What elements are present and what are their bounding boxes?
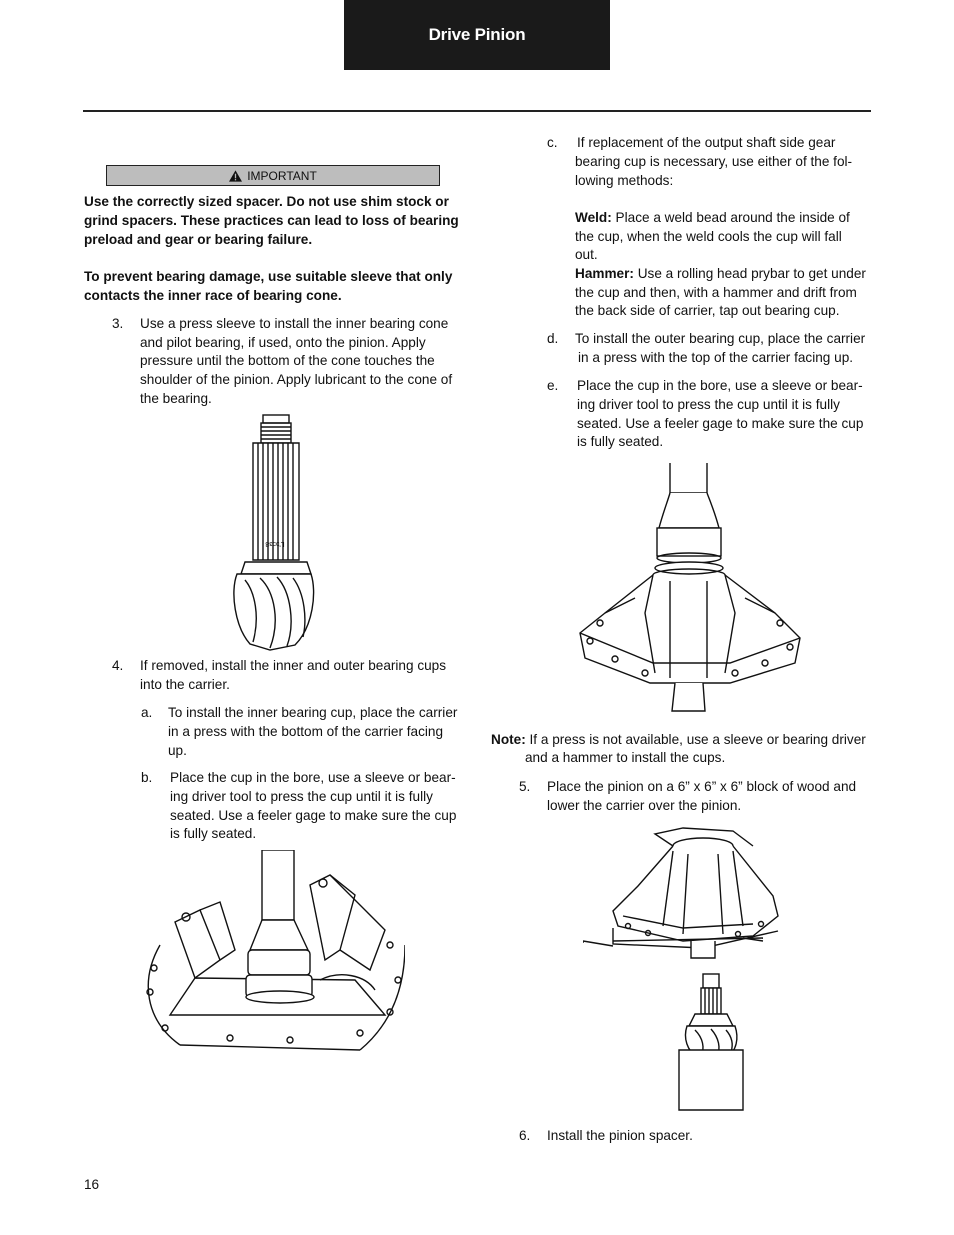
step-a-number: a. bbox=[141, 705, 153, 720]
step-c-text-1: If replacement of the output shaft side gear bbox=[577, 135, 836, 150]
step-d-text-2: in a press with the top of the carrier facing up. bbox=[578, 350, 854, 365]
carrier-over-pinion-illustration bbox=[583, 826, 783, 1114]
step-6-text-1: Install the pinion spacer. bbox=[547, 1128, 693, 1143]
important-text-3: preload and gear or bearing failure. bbox=[84, 232, 313, 247]
step-b-number: b. bbox=[141, 770, 153, 785]
weld-method-line-1 bbox=[575, 209, 850, 228]
step-5-text-1: Place the pinion on a 6” x 6” x 6” block of wood and bbox=[547, 779, 857, 794]
inner-cup-press-illustration bbox=[140, 850, 405, 1060]
important-text-2: grind spacers. These practices can lead to loss of bearing bbox=[84, 213, 459, 228]
note-line-1 bbox=[491, 731, 866, 750]
step-e-text-3: seated. Use a feeler gage to make sure the cup bbox=[577, 416, 864, 431]
outer-cup-press-illustration bbox=[575, 463, 807, 713]
step-d-text-1: To install the outer bearing cup, place the carrier bbox=[575, 331, 866, 346]
section-title: Drive Pinion bbox=[428, 25, 526, 44]
step-4-number: 4. bbox=[112, 658, 124, 673]
important-label: IMPORTANT bbox=[247, 168, 317, 183]
header-rule bbox=[83, 110, 871, 112]
weld-text-1: Place a weld bead around the inside of bbox=[615, 210, 850, 225]
step-3-number: 3. bbox=[112, 316, 124, 331]
pinion-marking: L'ɔɔɜ8 bbox=[265, 540, 285, 547]
step-5-text-2: lower the carrier over the pinion. bbox=[547, 798, 742, 813]
note-text-2: and a hammer to install the cups. bbox=[525, 750, 726, 765]
step-4-text-2: into the carrier. bbox=[140, 677, 230, 692]
step-d-number: d. bbox=[547, 331, 559, 346]
step-b-text-2: ing driver tool to press the cup until it is fully bbox=[170, 789, 433, 804]
hammer-label: Hammer: bbox=[575, 266, 634, 281]
pinion-cone-illustration bbox=[225, 412, 325, 652]
step-c-text-2: bearing cup is necessary, use either of the fol- bbox=[575, 154, 853, 169]
section-header-tab bbox=[344, 0, 610, 70]
step-e-text-1: Place the cup in the bore, use a sleeve or bear- bbox=[577, 378, 863, 393]
important-text-1: Use the correctly sized spacer. Do not use shim stock or bbox=[84, 194, 449, 209]
warning-icon bbox=[229, 170, 242, 182]
step-5-number: 5. bbox=[519, 779, 531, 794]
important-text-5: contacts the inner race of bearing cone. bbox=[84, 288, 342, 303]
step-b-text-4: is fully seated. bbox=[170, 826, 257, 841]
note-label: Note: bbox=[491, 732, 526, 747]
step-3-text-3: pressure until the bottom of the cone touches the bbox=[140, 353, 435, 368]
weld-text-2: the cup, when the weld cools the cup will fall bbox=[575, 229, 842, 244]
step-3-text-4: shoulder of the pinion. Apply lubricant to the cone of bbox=[140, 372, 453, 387]
step-a-text-1: To install the inner bearing cup, place the carrier bbox=[168, 705, 458, 720]
step-3-text-1: Use a press sleeve to install the inner bearing cone bbox=[140, 316, 449, 331]
step-e-number: e. bbox=[547, 378, 559, 393]
important-text-4: To prevent bearing damage, use suitable sleeve that only bbox=[84, 269, 453, 284]
step-b-text-1: Place the cup in the bore, use a sleeve or bear- bbox=[170, 770, 456, 785]
note-text-1: If a press is not available, use a sleeve or bearing driver bbox=[529, 732, 866, 747]
hammer-method-line-1 bbox=[575, 265, 866, 284]
step-3-text-2: and pilot bearing, if used, onto the pinion. Apply bbox=[140, 335, 426, 350]
step-e-text-4: is fully seated. bbox=[577, 434, 664, 449]
important-banner bbox=[106, 165, 440, 186]
step-3-text-5: the bearing. bbox=[140, 391, 212, 406]
step-b-text-3: seated. Use a feeler gage to make sure the cup bbox=[170, 808, 457, 823]
step-6-number: 6. bbox=[519, 1128, 531, 1143]
weld-label: Weld: bbox=[575, 210, 612, 225]
weld-text-3: out. bbox=[575, 247, 598, 262]
step-c-text-3: lowing methods: bbox=[575, 173, 674, 188]
step-a-text-2: in a press with the bottom of the carrier facing bbox=[168, 724, 444, 739]
step-e-text-2: ing driver tool to press the cup until it is fully bbox=[577, 397, 840, 412]
step-a-text-3: up. bbox=[168, 743, 187, 758]
step-c-number: c. bbox=[547, 135, 558, 150]
page-number: 16 bbox=[84, 1177, 100, 1192]
hammer-text-1: Use a rolling head prybar to get under bbox=[637, 266, 866, 281]
hammer-text-3: the back side of carrier, tap out bearing cup. bbox=[575, 303, 840, 318]
step-4-text-1: If removed, install the inner and outer bearing cups bbox=[140, 658, 447, 673]
hammer-text-2: the cup and then, with a hammer and drift from bbox=[575, 285, 857, 300]
